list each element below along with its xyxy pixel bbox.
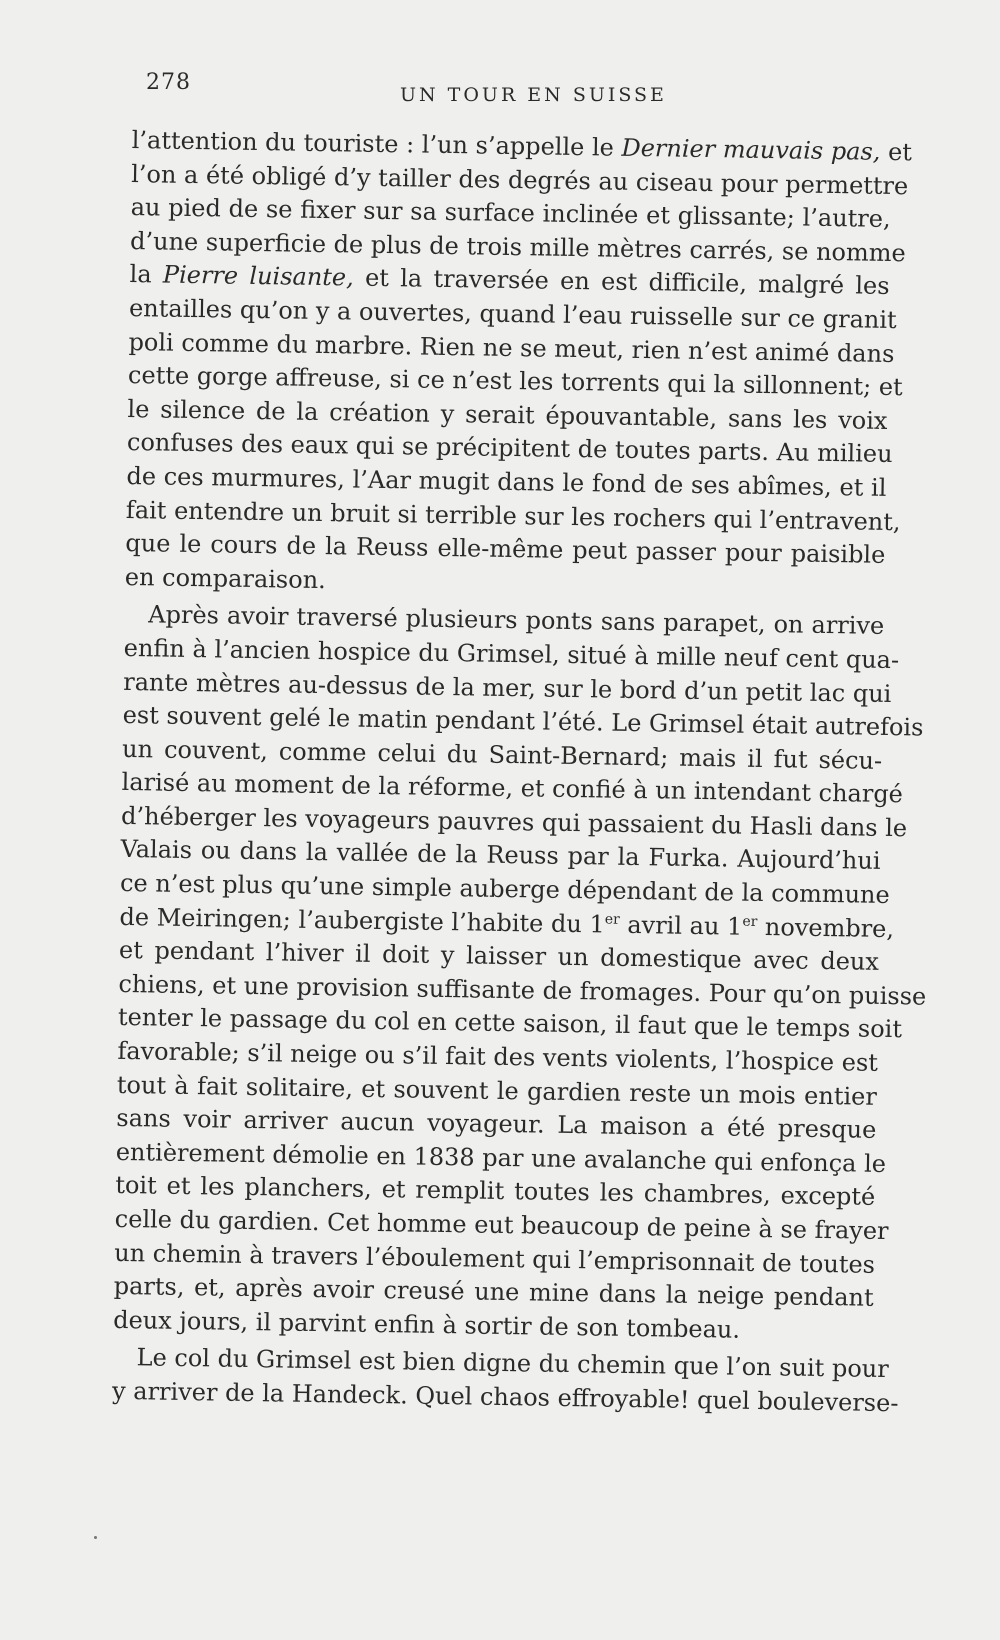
text-run: d’une superficie de plus de trois mille mètres carrés, se nomme bbox=[129, 226, 906, 267]
text-run: au pied de se fixer sur sa surface inclinée et glissante; l’autre, bbox=[130, 193, 891, 234]
text-run: ce n’est plus qu’une simple auberge dépendant de la commune bbox=[119, 868, 890, 910]
text-run: Le col du Grimsel est bien digne du chemin que l’on suit pour bbox=[136, 1343, 889, 1384]
paragraph bbox=[111, 1341, 899, 1420]
text-run: l’on a été obligé d’y tailler des degrés au ciseau pour permettre bbox=[131, 159, 909, 200]
text-run: celle du gardien. Cet homme eut beaucoup de peine à se frayer bbox=[114, 1204, 889, 1246]
text-run: novembre, bbox=[757, 912, 895, 943]
paragraph bbox=[112, 598, 927, 1349]
text-run: que le cours de la Reuss elle-même peut passer pour paisible bbox=[125, 529, 886, 570]
text-run: et la traversée en est difficile, malgré les bbox=[353, 263, 890, 301]
text-run: un chemin à travers l’éboulement qui l’emprisonnait de toutes bbox=[114, 1238, 876, 1279]
text-run: de Meiringen; l’aubergiste l’habite du 1 bbox=[119, 902, 605, 939]
text-run: larisé au moment de la réforme, et confié à un intendant chargé bbox=[121, 768, 904, 809]
text-run: de ces murmures, l’Aar mugit dans le fond de ses abîmes, et il bbox=[126, 461, 887, 502]
text-run: l’attention du touriste : l’un s’appelle le bbox=[131, 125, 622, 162]
text-run: poli comme du marbre. Rien ne se meut, rien n’est animé dans bbox=[128, 327, 895, 368]
page-number: 278 bbox=[146, 70, 191, 95]
text-run: entièrement démolie en 1838 par une avalanche qui enfonça le bbox=[115, 1137, 887, 1178]
text-run: le silence de la création y serait épouvantable, sans les voix bbox=[127, 394, 888, 435]
text-run: confuses des eaux qui se précipitent de toutes parts. Au milieu bbox=[126, 428, 893, 469]
italic-term: Dernier mauvais pas, bbox=[621, 133, 881, 166]
superscript: er bbox=[742, 913, 758, 930]
running-head: UN TOUR EN SUISSE bbox=[400, 84, 667, 106]
text-run: fait entendre un bruit si terrible sur les rochers qui l’entravent, bbox=[125, 495, 901, 536]
text-run: deux jours, il parvint enfin à sortir de son tombeau. bbox=[112, 1305, 741, 1344]
text-run: en comparaison. bbox=[124, 562, 327, 594]
text-run: et bbox=[880, 137, 913, 167]
text-run: la bbox=[129, 260, 164, 289]
text-run: d’héberger les voyageurs pauvres qui passaient du Hasli dans le bbox=[120, 801, 908, 843]
text-run: entailles qu’on y a ouvertes, quand l’eau ruisselle sur ce granit bbox=[128, 293, 897, 335]
text-run: est souvent gelé le matin pendant l’été. Le Grimsel était autrefois bbox=[122, 701, 924, 742]
paragraph bbox=[124, 124, 913, 606]
text-run: avril au 1 bbox=[619, 910, 743, 941]
italic-term: Pierre luisante, bbox=[162, 260, 354, 292]
text-run: parts, et, après avoir creusé une mine dans la neige pendant bbox=[113, 1272, 874, 1312]
text-run: un couvent, comme celui du Saint-Bernard; mais il fut sécu- bbox=[121, 734, 883, 775]
superscript: er bbox=[604, 911, 620, 928]
text-run: cette gorge affreuse, si ce n’est les torrents qui la sillonnent; et bbox=[127, 361, 903, 402]
text-run: rante mètres au-dessus de la mer, sur le bord d’un petit lac qui bbox=[123, 667, 892, 708]
text-run: favorable; s’il neige ou s’il fait des vents violents, l’hospice est bbox=[117, 1036, 879, 1077]
text-run: tout à fait solitaire, et souvent le gardien reste un mois entier bbox=[116, 1070, 878, 1111]
paper-speck bbox=[94, 1536, 97, 1539]
text-run: sans voir arriver aucun voyageur. La maison a été presque bbox=[116, 1104, 877, 1145]
text-run: et pendant l’hiver il doit y laisser un domestique avec deux bbox=[118, 936, 880, 977]
body-text bbox=[111, 124, 927, 1420]
text-run: enfin à l’ancien hospice du Grimsel, situé à mille neuf cent qua- bbox=[123, 633, 900, 675]
text-run: chiens, et une provision suffisante de fromages. Pour qu’on puisse bbox=[118, 969, 927, 1011]
text-run: toit et les planchers, et remplit toutes les chambres, excepté bbox=[115, 1171, 876, 1212]
text-run: tenter le passage du col en cette saison, il faut que le temps soit bbox=[117, 1003, 903, 1044]
text-run: Valais ou dans la vallée de la Reuss par la Furka. Aujourd’hui bbox=[120, 835, 881, 876]
text-run: Après avoir traversé plusieurs ponts sans parapet, on arrive bbox=[148, 600, 885, 641]
text-run: y arriver de la Handeck. Quel chaos effroyable! quel bouleverse- bbox=[111, 1376, 899, 1418]
